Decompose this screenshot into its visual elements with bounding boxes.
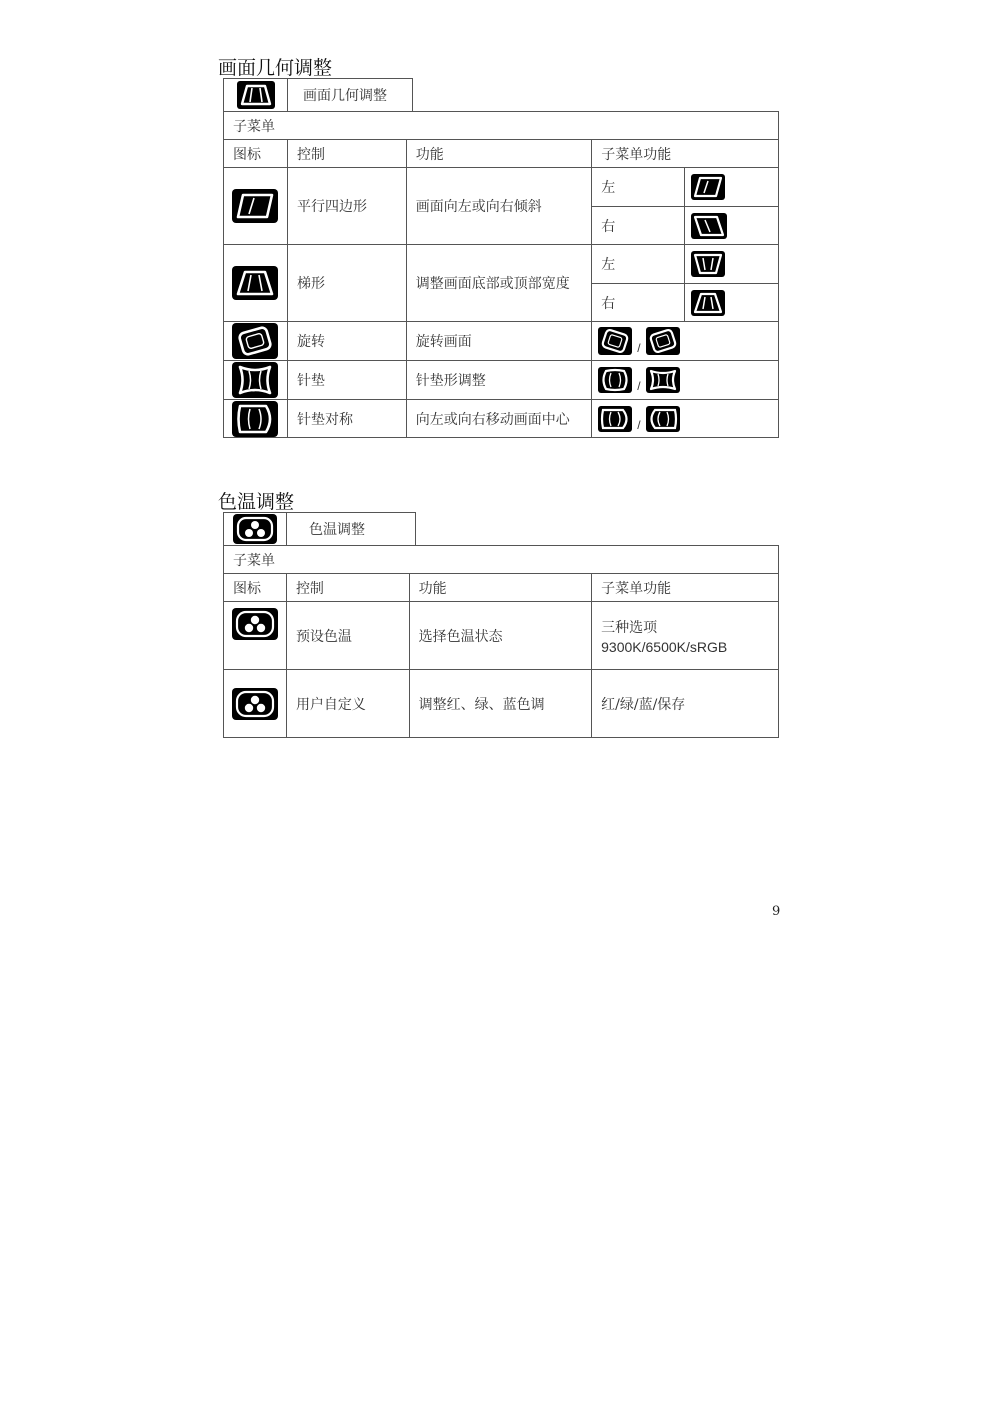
trapezoid-narrow-top-icon bbox=[691, 251, 725, 277]
color-col-icon: 图标 bbox=[224, 574, 287, 602]
color-submenu-label: 子菜单 bbox=[224, 546, 779, 574]
row-control: 预设色温 bbox=[286, 602, 409, 670]
geometry-header-table bbox=[223, 78, 413, 112]
geometry-submenu-label: 子菜单 bbox=[224, 112, 779, 140]
row-control: 梯形 bbox=[287, 245, 406, 322]
separator: / bbox=[637, 417, 641, 432]
row-icon-cell bbox=[224, 400, 288, 438]
sub-icon-cell bbox=[685, 207, 779, 245]
table-row bbox=[224, 400, 779, 438]
row-icon-cell bbox=[224, 245, 288, 322]
sub-icon-cell bbox=[685, 284, 779, 322]
color-header-label: 色温调整 bbox=[287, 513, 416, 546]
sub-label: 右 bbox=[592, 284, 685, 322]
table-row bbox=[224, 602, 779, 670]
sub-label: 左 bbox=[592, 168, 685, 207]
row-function: 针垫形调整 bbox=[406, 361, 592, 400]
tilt-right-icon bbox=[691, 213, 727, 239]
color-section-title: 色温调整 bbox=[218, 491, 295, 513]
row-function: 调整红、绿、蓝色调 bbox=[409, 670, 592, 738]
table-row bbox=[224, 670, 779, 738]
table-row bbox=[224, 322, 779, 361]
geometry-table bbox=[223, 111, 779, 438]
sub-line: 三种选项 bbox=[601, 619, 658, 636]
rotate-cw-icon bbox=[646, 327, 680, 355]
sub-line: 红/绿/蓝/保存 bbox=[592, 670, 779, 738]
geometry-header-icon-cell bbox=[224, 79, 288, 112]
geometry-icon bbox=[237, 81, 275, 109]
trapezoid-icon bbox=[232, 266, 278, 300]
separator: / bbox=[637, 379, 641, 393]
barrel-icon bbox=[598, 367, 632, 393]
sub-label: 左 bbox=[592, 245, 685, 284]
pincushion-icon bbox=[232, 362, 278, 398]
row-function: 旋转画面 bbox=[406, 322, 592, 361]
row-control: 针垫对称 bbox=[287, 400, 406, 438]
table-row bbox=[224, 361, 779, 400]
row-icon-cell bbox=[224, 670, 287, 738]
table-row bbox=[224, 168, 779, 207]
color-temp-icon bbox=[233, 514, 277, 544]
sub-icons-cell bbox=[592, 361, 779, 400]
row-icon-cell bbox=[224, 361, 288, 400]
separator: / bbox=[637, 341, 641, 355]
sub-icons-cell bbox=[592, 322, 779, 361]
row-function: 选择色温状态 bbox=[409, 602, 592, 670]
trapezoid-narrow-bottom-icon bbox=[691, 290, 725, 316]
sub-label: 右 bbox=[592, 207, 685, 245]
page-number: 9 bbox=[772, 904, 781, 919]
row-function: 向左或向右移动画面中心 bbox=[406, 400, 592, 438]
sub-icon-cell bbox=[685, 168, 779, 207]
pincushion-small-icon bbox=[646, 367, 680, 393]
color-header-table bbox=[223, 512, 416, 546]
table-row bbox=[224, 245, 779, 284]
row-function: 调整画面底部或顶部宽度 bbox=[406, 245, 592, 322]
row-function: 画面向左或向右倾斜 bbox=[406, 168, 592, 245]
row-icon-cell bbox=[224, 322, 288, 361]
row-icon-cell bbox=[224, 168, 288, 245]
parallelogram-icon bbox=[232, 189, 278, 223]
sub-icon-cell bbox=[685, 245, 779, 284]
tilt-left-icon bbox=[691, 174, 725, 200]
color-table bbox=[223, 545, 779, 738]
geometry-col-control: 控制 bbox=[287, 140, 406, 168]
pin-balance-icon bbox=[232, 401, 278, 437]
rotation-icon bbox=[232, 323, 278, 359]
row-control: 旋转 bbox=[287, 322, 406, 361]
sub-icons-cell bbox=[592, 400, 779, 438]
row-control: 平行四边形 bbox=[287, 168, 406, 245]
geometry-col-icon: 图标 bbox=[224, 140, 288, 168]
pin-balance-right-icon bbox=[598, 406, 632, 432]
rotate-ccw-icon bbox=[598, 327, 632, 355]
geometry-col-function: 功能 bbox=[406, 140, 592, 168]
pin-balance-left-icon bbox=[646, 406, 680, 432]
row-control: 针垫 bbox=[287, 361, 406, 400]
color-header-icon-cell bbox=[224, 513, 287, 546]
color-col-control: 控制 bbox=[286, 574, 409, 602]
row-control: 用户自定义 bbox=[286, 670, 409, 738]
geometry-col-sub: 子菜单功能 bbox=[592, 140, 779, 168]
color-temp-icon bbox=[232, 608, 278, 640]
color-temp-icon bbox=[232, 688, 278, 720]
row-icon-cell bbox=[224, 602, 287, 670]
sub-function-cell bbox=[592, 602, 779, 670]
geometry-section-title: 画面几何调整 bbox=[218, 57, 333, 79]
color-col-function: 功能 bbox=[409, 574, 592, 602]
geometry-header-label: 画面几何调整 bbox=[288, 79, 413, 112]
color-col-sub: 子菜单功能 bbox=[592, 574, 779, 602]
sub-line: 9300K/6500K/sRGB bbox=[601, 638, 728, 655]
